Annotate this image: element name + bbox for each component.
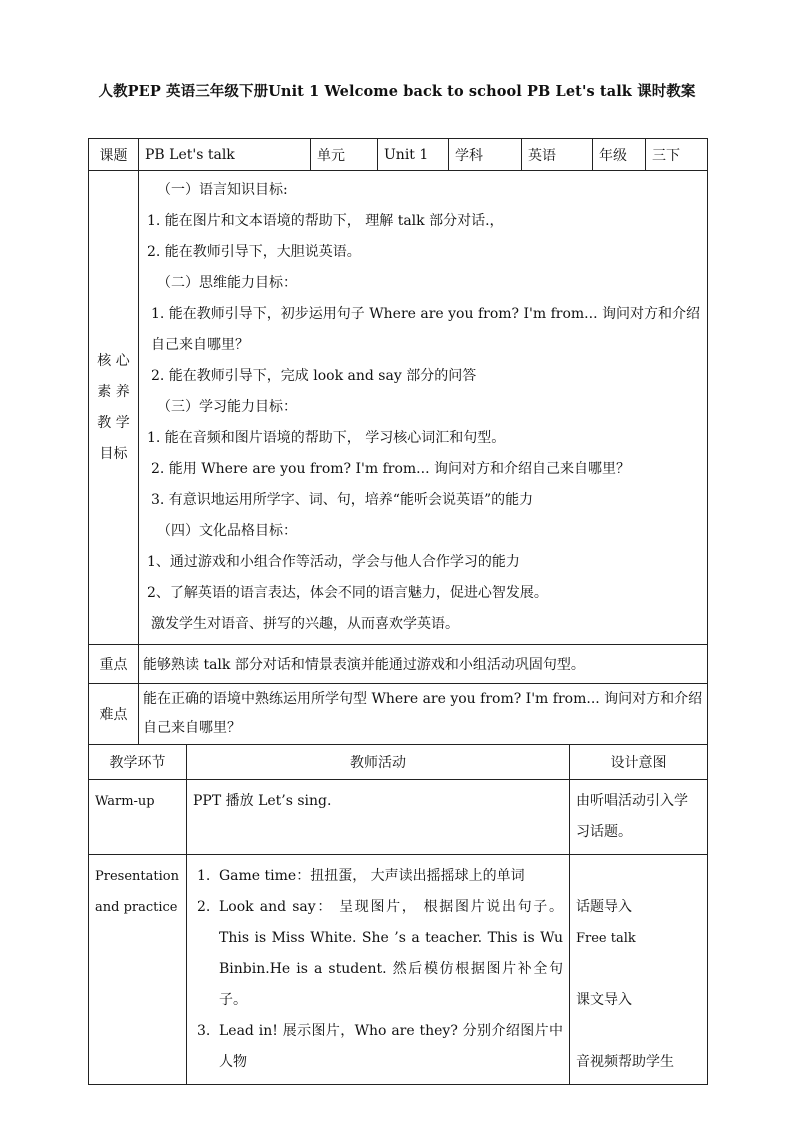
intent-line: 话题导入	[576, 899, 632, 915]
goal-item: 1、通过游戏和小组合作等活动，学会与他人合作学习的能力	[147, 554, 520, 570]
presentation-stage-line: and practice	[95, 900, 178, 915]
goal-heading: （四）文化品格目标：	[157, 523, 297, 539]
warmup-stage: Warm-up	[89, 780, 187, 855]
difficulty-text: 能在正确的语境中熟练运用所学句型 Where are you from? I'm from... 询问对方和介绍自己来自哪里？	[139, 684, 708, 745]
presentation-stage	[89, 855, 187, 1085]
goal-item: 2、了解英语的语言表达，体会不同的语言魅力，促进心智发展。	[147, 585, 548, 601]
table-row	[89, 855, 708, 1085]
activity-header: 教师活动	[187, 745, 570, 780]
goal-heading: （一）语言知识目标:	[157, 182, 288, 198]
topic-label: 课题	[89, 139, 139, 171]
table-row	[89, 780, 708, 855]
lesson-info-table	[88, 138, 708, 745]
goal-heading: （三）学习能力目标：	[157, 399, 297, 415]
list-text: Game time：扭扭蛋， 大声读出摇摇球上的单词	[219, 868, 525, 884]
intent-header: 设计意图	[570, 745, 708, 780]
warmup-activity: PPT 播放 Let’s sing.	[187, 780, 570, 855]
goal-item: 2. 能用 Where are you from? I'm from... 询问对方和介绍自己来自哪里？	[151, 461, 630, 477]
key-label: 重点	[89, 645, 139, 684]
goal-item: 1. 能在教师引导下，初步运用句子 Where are you from? I'm from... 询问对方和介绍自己来自哪里？	[151, 306, 700, 353]
list-item	[193, 1016, 563, 1078]
key-text: 能够熟读 talk 部分对话和情景表演并能通过游戏和小组活动巩固句型。	[139, 645, 708, 684]
list-number: 1.	[197, 868, 211, 884]
intent-line: Free talk	[576, 931, 636, 946]
intent-line: 音视频帮助学生	[576, 1054, 674, 1070]
grade-value: 三下	[646, 139, 708, 171]
unit-value: Unit 1	[378, 139, 449, 171]
presentation-activity	[187, 855, 570, 1085]
intent-line: 课文导入	[576, 992, 632, 1008]
topic-value: PB Let's talk	[139, 139, 311, 171]
list-text: Look and say： 呈现图片， 根据图片说出句子。 This is Miss White. She ’s a teacher. This is Wu Binbin.He is a student. 然后模仿根据图片补全句子。	[219, 899, 563, 1008]
document-title: 人教PEP 英语三年级下册Unit 1 Welcome back to school PB Let's talk 课时教案	[98, 83, 696, 100]
presentation-stage-line: Presentation	[95, 869, 179, 884]
grade-label: 年级	[593, 139, 646, 171]
list-number: 2.	[197, 899, 211, 915]
goals-label-line: 素 养	[97, 383, 130, 400]
goal-item: 1. 能在图片和文本语境的帮助下， 理解 talk 部分对话.，	[147, 213, 504, 229]
list-text: Lead in! 展示图片，Who are they? 分别介绍图片中人物	[219, 1023, 563, 1070]
goal-item: 2. 能在教师引导下，大胆说英语。	[147, 244, 361, 260]
subject-label: 学科	[449, 139, 522, 171]
goal-item: 3. 有意识地运用所学字、词、句，培养“能听会说英语”的能力	[151, 492, 534, 508]
goals-content	[139, 171, 708, 645]
difficulty-label: 难点	[89, 684, 139, 745]
stage-header: 教学环节	[89, 745, 187, 780]
teaching-process-table	[88, 744, 708, 1085]
list-number: 3.	[197, 1023, 211, 1039]
presentation-intent	[570, 855, 708, 1085]
goal-item: 2. 能在教师引导下，完成 look and say 部分的问答	[151, 368, 477, 384]
list-item	[193, 861, 563, 892]
goals-label-line: 核 心	[97, 352, 130, 369]
goal-item: 1. 能在音频和图片语境的帮助下， 学习核心词汇和句型。	[147, 430, 506, 446]
goal-heading: （二）思维能力目标：	[157, 275, 297, 291]
subject-value: 英语	[522, 139, 593, 171]
goals-label-line: 教 学	[97, 414, 130, 431]
goals-label	[89, 171, 139, 645]
warmup-intent: 由听唱活动引入学习话题。	[570, 780, 708, 855]
goal-item: 激发学生对语音、拼写的兴趣，从而喜欢学英语。	[151, 616, 459, 632]
list-item	[193, 892, 563, 1016]
unit-label: 单元	[311, 139, 378, 171]
goals-label-line: 目标	[99, 445, 128, 462]
